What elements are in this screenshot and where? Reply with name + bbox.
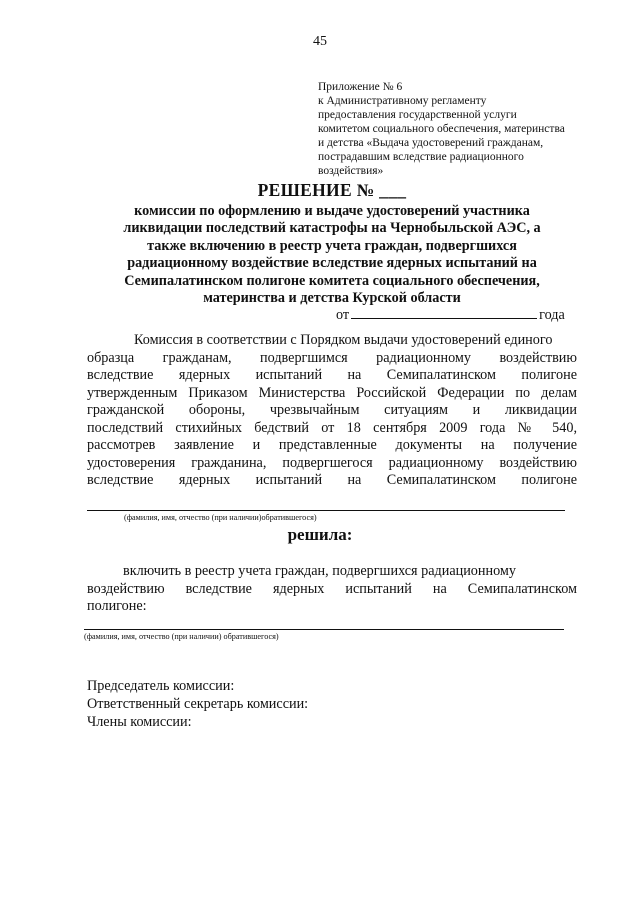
subtitle-line: комиссии по оформлению и выдаче удостоверений участника <box>134 203 530 219</box>
members-label: Члены комиссии: <box>87 714 192 730</box>
signatures-block <box>87 677 308 731</box>
appendix-line: воздействия» <box>318 165 384 177</box>
appendix-line: к Административному регламенту <box>318 95 487 107</box>
paragraph-line: вследствие ядерных испытаний на Семипалатинском полигоне <box>87 367 577 383</box>
name-underline-1 <box>87 510 565 511</box>
paragraph-line: вследствие ядерных испытаний на Семипалатинском полигоне <box>87 472 577 488</box>
paragraph-line: гражданской обороны, чрезвычайным ситуациям и ликвидации <box>87 402 577 418</box>
subtitle-line: материнства и детства Курской области <box>203 290 461 307</box>
date-prefix: от <box>336 307 350 323</box>
paragraph-line: рассмотрев заявление и представленные документы на получение <box>87 437 577 453</box>
paragraph-line: Комиссия в соответствии с Порядком выдачи удостоверений единого <box>134 332 553 348</box>
appendix-line: комитетом социального обеспечения, материнства <box>318 123 565 135</box>
decision-subtitle <box>60 203 604 307</box>
page-number: 45 <box>313 34 327 49</box>
resolved-heading: решила: <box>287 525 353 544</box>
decision-title: РЕШЕНИЕ № ___ <box>257 180 407 200</box>
paragraph-line: полигоне: <box>87 598 147 614</box>
subtitle-line: также включению в реестр учета граждан, подвергшихся <box>147 237 517 254</box>
commission-paragraph <box>87 332 577 490</box>
appendix-note <box>318 80 588 178</box>
secretary-label: Ответственный секретарь комиссии: <box>87 696 309 712</box>
subtitle-line: радиационному воздействие вследствие ядерных испытаний на <box>127 255 537 272</box>
paragraph-line: воздействию вследствие ядерных испытаний на Семипалатинском <box>87 580 577 597</box>
appendix-line: Приложение № 6 <box>318 81 403 93</box>
paragraph-line: утвержденным Приказом Министерства Российской Федерации по делам <box>87 384 577 401</box>
include-paragraph <box>87 563 577 616</box>
name-caption-1: (фамилия, имя, отчество (при наличии)обратившегося) <box>124 513 317 522</box>
appendix-line: и детства «Выдача удостоверений гражданам, <box>318 137 544 149</box>
paragraph-line: образца гражданам, подвергшимся радиационному воздействию <box>87 349 577 366</box>
paragraph-line: последствий стихийных бедствий от 18 сентября 2009 года № 540, <box>87 419 577 436</box>
appendix-line: пострадавшим вследствие радиационного <box>318 151 524 163</box>
paragraph-line: включить в реестр учета граждан, подвергшихся радиационному <box>123 563 516 579</box>
subtitle-line: ликвидации последствий катастрофы на Чернобыльской АЭС, а <box>123 220 541 237</box>
name-underline-2 <box>84 629 564 630</box>
date-line <box>336 305 565 324</box>
date-suffix: года <box>539 307 565 323</box>
chairman-label: Председатель комиссии: <box>87 678 235 694</box>
date-blank <box>351 305 537 319</box>
name-caption-2: (фамилия, имя, отчество (при наличии) обратившегося) <box>84 632 279 641</box>
subtitle-line: Семипалатинском полигоне комитета социального обеспечения, <box>124 272 540 289</box>
paragraph-line: удостоверения гражданина, подвергшегося радиационному воздействию <box>87 454 577 471</box>
appendix-line: предоставления государственной услуги <box>318 109 517 121</box>
